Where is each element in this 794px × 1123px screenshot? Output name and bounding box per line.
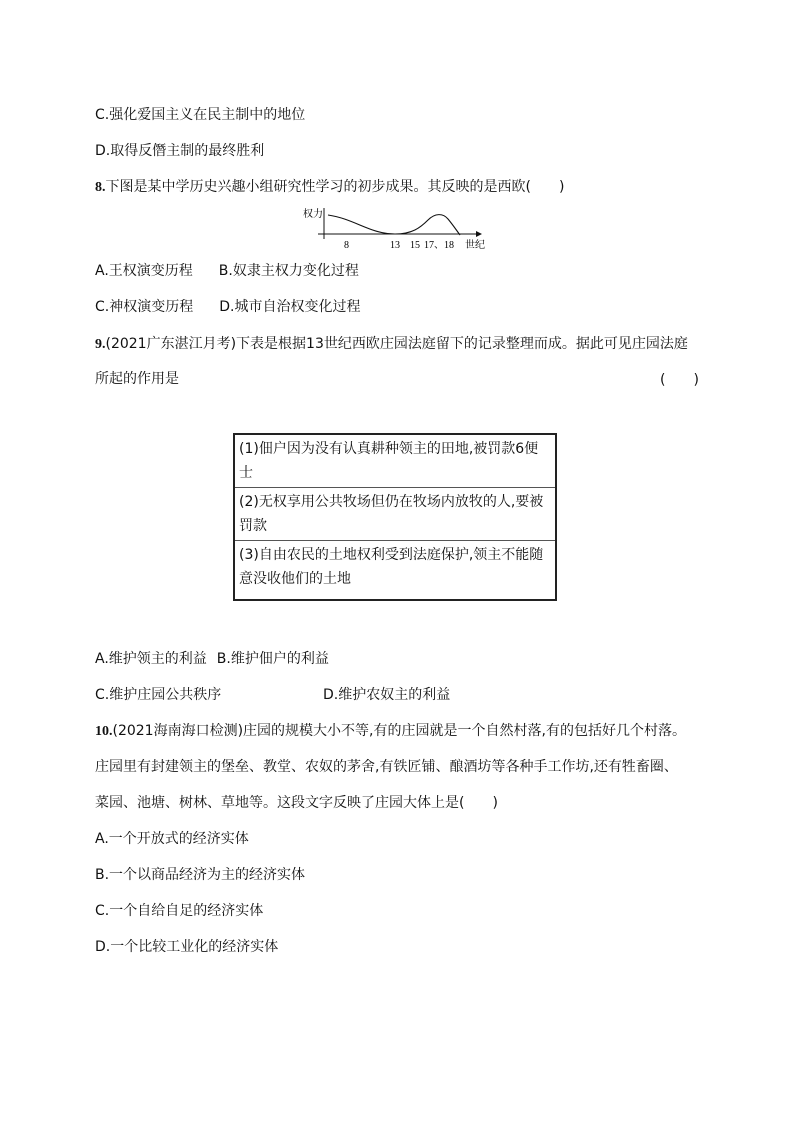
q8-option-c: C.神权演变历程 (95, 299, 194, 315)
q7-option-d: D.取得反僭主制的最终胜利 (95, 143, 265, 159)
table-row (234, 541, 556, 601)
q8-stem (95, 177, 564, 198)
tick-8: 8 (344, 240, 349, 251)
q10-option-b: B.一个以商品经济为主的经济实体 (95, 867, 306, 883)
power-curve (328, 215, 460, 235)
q9-answer-paren: ( ) (660, 372, 699, 388)
q10-stem-line3: 菜园、池塘、树林、草地等。这段文字反映了庄园大体上是( ) (95, 795, 498, 811)
q10-option-d: D.一个比较工业化的经济实体 (95, 939, 279, 955)
table-row (234, 488, 556, 541)
table-cell: (1)佃户因为没有认真耕种领主的田地,被罚款6便 士 (234, 434, 556, 488)
q8-option-d: D.城市自治权变化过程 (219, 299, 361, 315)
power-chart (300, 204, 500, 252)
q9-stem-line1 (95, 334, 688, 355)
q10-stem-text: (2021海南海口检测)庄园的规模大小不等,有的庄园就是一个自然村落,有的包括好几个村落。 (112, 723, 686, 739)
q8-option-b: B.奴隶主权力变化过程 (218, 263, 359, 279)
manor-court-table (233, 433, 557, 601)
q9-options-ab (95, 649, 329, 669)
q10-number: 10. (95, 724, 113, 739)
q9-stem-text: (2021广东湛江月考)下表是根据13世纪西欧庄园法庭留下的记录整理而成。据此可见庄园法庭 (105, 336, 688, 352)
q8-options-ab (95, 261, 359, 281)
q10-stem-line2: 庄园里有封建领主的堡垒、教堂、农奴的茅舍,有铁匠铺、酿酒坊等各种手工作坊,还有牲畜圈、 (95, 759, 678, 775)
q10-option-c: C.一个自给自足的经济实体 (95, 903, 264, 919)
chart-xlabel: 世纪 (465, 240, 485, 251)
q8-option-a: A.王权演变历程 (95, 263, 193, 279)
q9-option-a: A.维护领主的利益 (95, 651, 207, 667)
x-axis-arrow (476, 231, 482, 237)
table-cell: (3)自由农民的土地权利受到法庭保护,领主不能随 意没收他们的土地 (234, 541, 556, 601)
table-cell: (2)无权享用公共牧场但仍在牧场内放牧的人,要被 罚款 (234, 488, 556, 541)
q9-stem-line2: 所起的作用是 (95, 371, 179, 387)
q9-option-b: B.维护佃户的利益 (216, 651, 329, 667)
q10-option-a: A.一个开放式的经济实体 (95, 831, 249, 847)
q8-options-cd (95, 297, 360, 317)
q9-option-d: D.维护农奴主的利益 (323, 687, 451, 703)
chart-ylabel: 权力 (303, 209, 323, 220)
q9-option-c: C.维护庄园公共秩序 (95, 687, 222, 703)
q8-number: 8. (95, 180, 106, 195)
table-row (234, 434, 556, 488)
q9-number: 9. (95, 337, 106, 352)
tick-15: 15 (410, 240, 420, 251)
tick-13: 13 (390, 240, 400, 251)
tick-17-18: 17、18 (424, 240, 454, 251)
q10-stem-line1 (95, 721, 686, 742)
q8-stem-text: 下图是某中学历史兴趣小组研究性学习的初步成果。其反映的是西欧( ) (105, 179, 565, 195)
q7-option-c: C.强化爱国主义在民主制中的地位 (95, 107, 306, 123)
